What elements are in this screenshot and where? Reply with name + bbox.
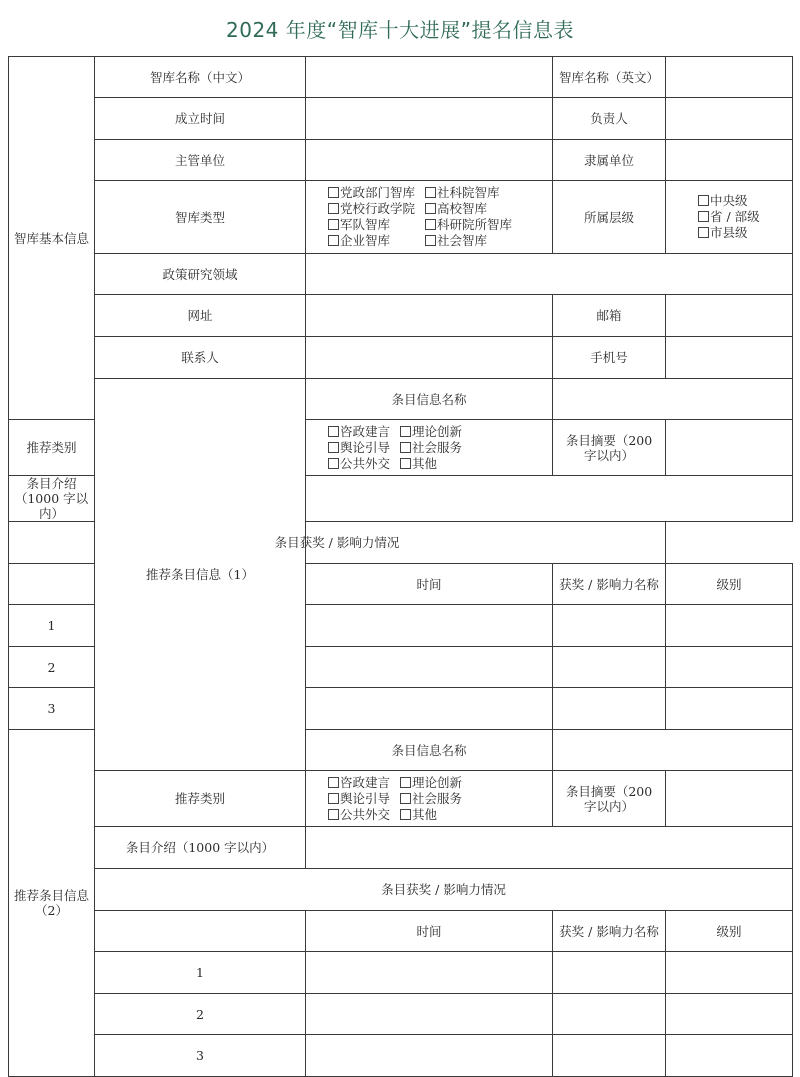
checkbox-icon[interactable] [328,809,339,820]
checkbox-icon[interactable] [400,809,411,820]
type-option[interactable]: 社科院智库 [425,185,512,201]
label-category: 推荐类别 [95,771,306,827]
field-item-name[interactable] [553,379,793,420]
field-award-name[interactable] [553,647,666,688]
field-award-level[interactable] [666,994,793,1035]
field-affiliation[interactable] [666,140,793,181]
checkbox-icon[interactable] [328,203,339,214]
category-option[interactable]: 理论创新 [400,775,462,791]
section-item-1: 推荐条目信息（1） [95,379,306,771]
category-option[interactable]: 咨政建言 [328,775,390,791]
category-option[interactable]: 公共外交 [328,456,390,472]
category-option[interactable]: 咨政建言 [328,424,390,440]
field-policy-field[interactable] [306,254,793,295]
label-level: 所属层级 [553,181,666,254]
type-option[interactable]: 军队智库 [328,217,415,233]
nomination-form [8,56,793,1077]
row-number: 1 [9,605,95,647]
header-time: 时间 [306,911,553,952]
label-item-name: 条目信息名称 [306,379,553,420]
label-website: 网址 [95,295,306,337]
category-options-right [400,775,462,823]
row-number: 2 [9,647,95,688]
field-award-name[interactable] [553,994,666,1035]
checkbox-icon[interactable] [425,187,436,198]
category-options [306,771,553,827]
type-options-right [425,185,512,249]
label-awards: 条目获奖 / 影响力情况 [9,522,666,564]
field-award-name[interactable] [553,688,666,730]
form-title: 2024 年度“智库十大进展”提名信息表 [226,18,574,42]
field-award-level[interactable] [666,1035,793,1077]
checkbox-icon[interactable] [698,211,709,222]
field-summary[interactable] [666,771,793,827]
section-basic-info: 智库基本信息 [9,57,95,420]
level-option[interactable]: 市县级 [698,225,792,241]
checkbox-icon[interactable] [698,227,709,238]
awards-header-blank [9,564,95,605]
header-level: 级别 [666,564,793,605]
label-policy-field: 政策研究领域 [95,254,306,295]
checkbox-icon[interactable] [328,235,339,246]
field-award-name[interactable] [553,952,666,994]
field-leader[interactable] [666,98,793,140]
category-options [306,420,553,476]
label-founded: 成立时间 [95,98,306,140]
label-awards: 条目获奖 / 影响力情况 [95,869,793,911]
checkbox-icon[interactable] [328,219,339,230]
type-option[interactable]: 科研院所智库 [425,217,512,233]
label-think-tank-type: 智库类型 [95,181,306,254]
field-name-cn[interactable] [306,57,553,98]
checkbox-icon[interactable] [400,426,411,437]
field-intro[interactable] [306,476,793,522]
checkbox-icon[interactable] [328,793,339,804]
type-option[interactable]: 社会智库 [425,233,512,249]
field-award-level[interactable] [666,647,793,688]
label-item-name: 条目信息名称 [306,730,553,771]
category-option[interactable]: 其他 [400,807,462,823]
level-option[interactable]: 省 / 部级 [698,209,792,225]
checkbox-icon[interactable] [425,203,436,214]
category-option[interactable]: 舆论引导 [328,440,390,456]
type-option[interactable]: 高校智库 [425,201,512,217]
level-option[interactable]: 中央级 [698,193,792,209]
label-contact: 联系人 [95,337,306,379]
field-award-name[interactable] [553,605,666,647]
field-phone[interactable] [666,337,793,379]
label-supervisor: 主管单位 [95,140,306,181]
checkbox-icon[interactable] [400,442,411,453]
checkbox-icon[interactable] [328,187,339,198]
header-award-name: 获奖 / 影响力名称 [553,564,666,605]
field-email[interactable] [666,295,793,337]
label-name-cn: 智库名称（中文） [95,57,306,98]
label-phone: 手机号 [553,337,666,379]
category-options-left [328,424,390,472]
category-option[interactable]: 其他 [400,456,462,472]
row-number: 3 [95,1035,306,1077]
row-number: 1 [95,952,306,994]
field-award-time[interactable] [306,647,553,688]
field-award-time[interactable] [306,688,553,730]
section-item-2: 推荐条目信息（2） [9,730,95,1077]
label-summary: 条目摘要（200 字以内） [553,420,666,476]
field-name-en[interactable] [666,57,793,98]
header-award-name: 获奖 / 影响力名称 [553,911,666,952]
field-award-time[interactable] [306,994,553,1035]
field-award-level[interactable] [666,605,793,647]
field-award-time[interactable] [306,952,553,994]
field-award-level[interactable] [666,688,793,730]
checkbox-icon[interactable] [425,219,436,230]
category-options-right [400,424,462,472]
category-option[interactable]: 舆论引导 [328,791,390,807]
category-option[interactable]: 社会服务 [400,440,462,456]
type-option[interactable]: 党政部门智库 [328,185,415,201]
field-website[interactable] [306,295,553,337]
field-contact[interactable] [306,337,553,379]
label-affiliation: 隶属单位 [553,140,666,181]
type-options-left [328,185,415,249]
field-supervisor[interactable] [306,140,553,181]
header-level: 级别 [666,911,793,952]
checkbox-icon[interactable] [698,195,709,206]
category-option[interactable]: 公共外交 [328,807,390,823]
field-founded[interactable] [306,98,553,140]
checkbox-icon[interactable] [400,458,411,469]
label-summary: 条目摘要（200 字以内） [553,771,666,827]
category-options-left [328,775,390,823]
checkbox-icon[interactable] [400,793,411,804]
label-intro: 条目介绍（1000 字以内） [9,476,95,522]
label-name-en: 智库名称（英文） [553,57,666,98]
label-category: 推荐类别 [9,420,95,476]
field-intro[interactable] [306,827,793,869]
label-email: 邮箱 [553,295,666,337]
field-award-time[interactable] [306,605,553,647]
type-option[interactable]: 企业智库 [328,233,415,249]
category-option[interactable]: 理论创新 [400,424,462,440]
think-tank-type-options [306,181,553,254]
field-summary[interactable] [666,420,793,476]
label-leader: 负责人 [553,98,666,140]
header-time: 时间 [306,564,553,605]
awards-header-blank [95,911,306,952]
label-intro: 条目介绍（1000 字以内） [95,827,306,869]
checkbox-icon[interactable] [328,426,339,437]
checkbox-icon[interactable] [328,777,339,788]
checkbox-icon[interactable] [425,235,436,246]
row-number: 3 [9,688,95,730]
field-item-name[interactable] [553,730,793,771]
field-award-level[interactable] [666,952,793,994]
row-number: 2 [95,994,306,1035]
checkbox-icon[interactable] [328,442,339,453]
field-award-time[interactable] [306,1035,553,1077]
checkbox-icon[interactable] [328,458,339,469]
type-option[interactable]: 党校行政学院 [328,201,415,217]
field-award-name[interactable] [553,1035,666,1077]
checkbox-icon[interactable] [400,777,411,788]
level-options [666,181,793,254]
category-option[interactable]: 社会服务 [400,791,462,807]
